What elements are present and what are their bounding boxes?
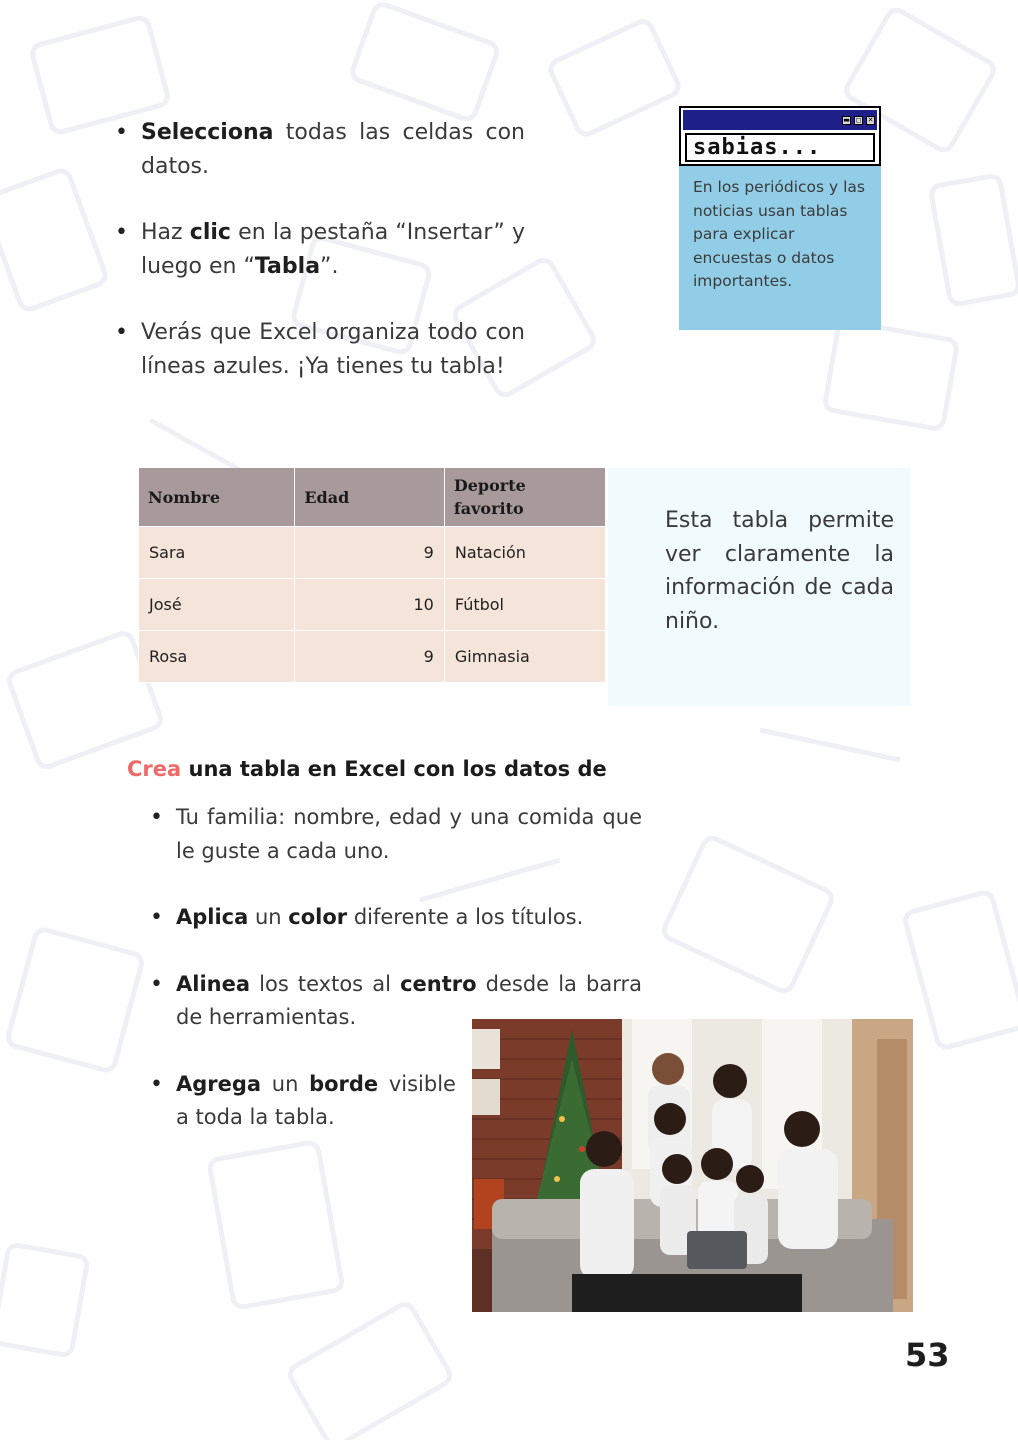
sabias-titlebar xyxy=(683,110,877,130)
instruction-item xyxy=(113,316,525,383)
table-cell: Fútbol xyxy=(444,579,605,631)
instruction-text: ”. xyxy=(320,253,339,279)
instruction-text: Haz xyxy=(141,220,190,245)
activity-text: un xyxy=(248,905,289,929)
family-photo-icon xyxy=(472,1019,913,1312)
instruction-item xyxy=(113,116,525,183)
sabias-window-frame xyxy=(679,106,881,166)
table-cell: Rosa xyxy=(139,631,295,683)
page-number: 53 xyxy=(905,1336,950,1374)
instruction-text-bold: Tabla xyxy=(254,253,321,279)
activity-text: los textos al xyxy=(250,971,401,996)
sabias-title: sabias... xyxy=(693,135,822,160)
sabias-title-field xyxy=(685,133,875,162)
activity-item xyxy=(148,801,642,868)
instructions-list xyxy=(113,116,525,383)
activity-item xyxy=(148,901,642,935)
minimize-icon: ▬ xyxy=(843,116,850,124)
activity-title-highlight: Crea xyxy=(127,757,182,781)
instruction-text: Verás que Excel organiza todo con líneas azules. ¡Ya tienes tu tabla! xyxy=(141,320,525,379)
activity-title-text: una tabla en Excel con los datos de xyxy=(181,757,607,781)
activity-text-bold: Aplica xyxy=(176,905,249,929)
table-row xyxy=(139,527,606,579)
activity-text: un xyxy=(261,1071,310,1096)
activity-text: Tu familia: nombre, edad y una comida que le guste a cada uno. xyxy=(176,805,642,863)
header-cell-text: Deporte favorito xyxy=(453,476,526,518)
table-cell: José xyxy=(139,579,295,631)
instruction-item xyxy=(113,216,525,283)
header-cell xyxy=(444,468,605,527)
sabias-text: En los periódicos y las noticias usan tablas para explicar encuestas o datos importantes. xyxy=(693,178,866,290)
activity-title xyxy=(127,757,607,781)
activity-text-bold: Agrega xyxy=(176,1071,262,1096)
table-cell: Sara xyxy=(139,527,295,579)
header-cell: Edad xyxy=(295,468,445,527)
activity-text-bold: color xyxy=(288,905,348,929)
instruction-text: todas las celdas con datos. xyxy=(141,120,525,179)
activity-text: diferente a los títulos. xyxy=(347,905,584,929)
activity-text-bold: centro xyxy=(400,971,477,996)
close-icon: ✕ xyxy=(867,116,874,124)
activity-text-bold: Alinea xyxy=(176,971,251,996)
sabias-card xyxy=(679,106,881,330)
activity-item xyxy=(148,1068,456,1135)
table-row xyxy=(139,579,606,631)
table-row xyxy=(139,631,606,683)
table-cell: Gimnasia xyxy=(444,631,605,683)
table-cell: 9 xyxy=(295,527,445,579)
table-header-row xyxy=(139,468,606,527)
table-cell: 9 xyxy=(295,631,445,683)
sabias-body xyxy=(679,166,881,330)
maximize-icon: ◻ xyxy=(855,116,862,124)
activity-text: desde la barra de herramientas. xyxy=(176,971,642,1029)
table-cell: Natación xyxy=(444,527,605,579)
header-cell: Nombre xyxy=(139,468,295,527)
instruction-text-bold: clic xyxy=(189,220,231,245)
example-table xyxy=(138,468,606,683)
table-note: Esta tabla permite ver claramente la información de cada niño. xyxy=(665,508,894,634)
activity-text-bold: borde xyxy=(309,1071,379,1096)
table-cell: 10 xyxy=(295,579,445,631)
activity-text: visible a toda la tabla. xyxy=(176,1071,456,1129)
instruction-text-bold: Selecciona xyxy=(141,120,274,145)
family-photo xyxy=(472,1019,913,1312)
instruction-text: en la pestaña “Insertar” y luego en “ xyxy=(141,220,525,279)
